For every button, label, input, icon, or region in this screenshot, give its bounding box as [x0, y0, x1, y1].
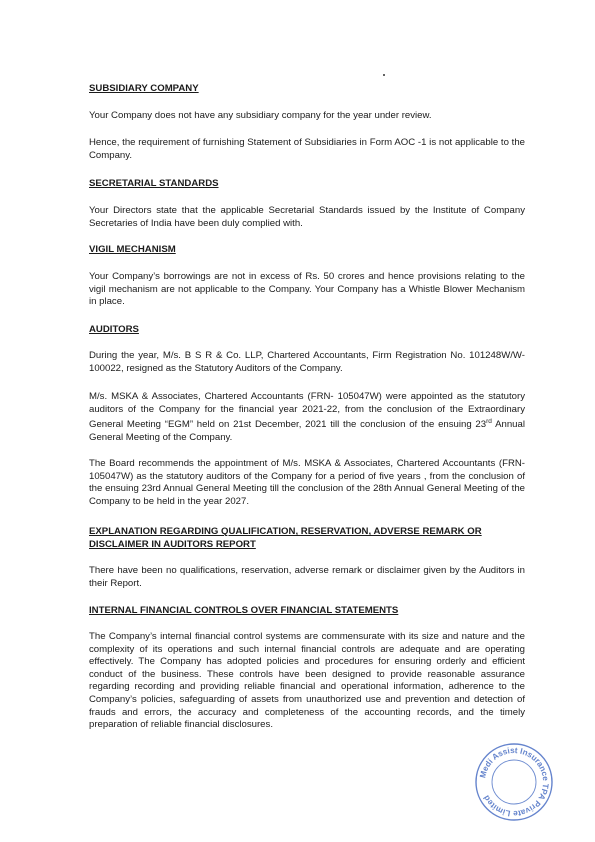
paragraph — [89, 391, 525, 445]
paragraph-text: Hence, the requirement of furnishing Statement of Subsidiaries in Form AOC -1 is not applicable to the Company. — [89, 137, 525, 161]
svg-text:Medi Assist Insurance TPA Priv — [478, 746, 550, 818]
paragraph-text-part: M/s. MSKA & Associates, Chartered Accountants (FRN- 105047W) were appointed as the statutory auditors of the Company for the financial year 2021-22, from the conclusion of the Extraordinary General Meeting “EGM” held on 21st December, 2021 till the conclusion of the ensuing 23 — [89, 391, 525, 431]
paragraph-text: Your Directors state that the applicable Secretarial Standards issued by the Institute of Company Secretaries of India have been duly complied with. — [89, 205, 525, 229]
section-heading: VIGIL MECHANISM — [89, 244, 176, 255]
superscript: rd — [486, 418, 492, 426]
company-seal-stamp — [474, 742, 554, 822]
paragraph — [89, 137, 525, 162]
paragraph — [89, 565, 525, 590]
stamp-text: Medi Assist Insurance TPA Private Limited — [478, 745, 551, 819]
paragraph — [89, 350, 525, 375]
section-heading: SECRETARIAL STANDARDS — [89, 178, 219, 189]
section-auditors — [89, 324, 525, 336]
section-internal-controls — [89, 605, 525, 617]
paragraph-text — [89, 391, 525, 445]
paragraph — [89, 110, 525, 123]
paragraph — [89, 458, 525, 508]
section-heading: EXPLANATION REGARDING QUALIFICATION, RESERVATION, ADVERSE REMARK OR DISCLAIMER IN AUDITORS REPORT — [89, 526, 482, 550]
paragraph-text: Your Company’s borrowings are not in excess of Rs. 50 crores and hence provisions relating to the vigil mechanism are not applicable to the Company. Your Company has a Whistle Blower Mechanism in place. — [89, 271, 525, 308]
speck-mark — [383, 74, 385, 76]
paragraph — [89, 271, 525, 309]
paragraph-text: There have been no qualifications, reservation, adverse remark or disclaimer given by the Auditors in their Report. — [89, 565, 525, 589]
paragraph-text: The Board recommends the appointment of M/s. MSKA & Associates, Chartered Accountants (FRN- 105047W) as the statutory auditors of the Company for a period of five years , from the conclusion of the ensuing 23rd Annual General Meeting till the conclusion of the 28th Annual General Meeting of the Company to be held in the year 2027. — [89, 458, 525, 507]
section-heading: AUDITORS — [89, 324, 139, 335]
section-heading: SUBSIDIARY COMPANY — [89, 83, 199, 94]
section-explanation — [89, 525, 525, 551]
section-vigil — [89, 244, 525, 256]
section-secretarial — [89, 178, 525, 190]
paragraph-text: Your Company does not have any subsidiary company for the year under review. — [89, 110, 432, 121]
section-heading: INTERNAL FINANCIAL CONTROLS OVER FINANCIAL STATEMENTS — [89, 605, 399, 616]
paragraph — [89, 631, 525, 732]
paragraph — [89, 205, 525, 230]
section-subsidiary — [89, 83, 525, 95]
paragraph-text: During the year, M/s. B S R & Co. LLP, Chartered Accountants, Firm Registration No. 101248W/W-100022, resigned as the Statutory Auditors of the Company. — [89, 350, 525, 374]
paragraph-text: The Company’s internal financial control systems are commensurate with its size and nature and the complexity of its operations and such internal financial controls are adequate and are operating effectively. The Company has adopted policies and procedures for ensuring orderly and efficient conduct of the business. These controls have been designed to provide reasonable assurance regarding recording and providing reliable financial and operational information, adherence to the Company’s policies, safeguarding of assets from unauthorized use and prevention and detection of frauds and errors, the accuracy and completeness of the accounting records, and the timely preparation of reliable financial disclosures. — [89, 631, 525, 731]
paragraph-text-part: Annual General Meeting of the Company. — [89, 419, 525, 443]
